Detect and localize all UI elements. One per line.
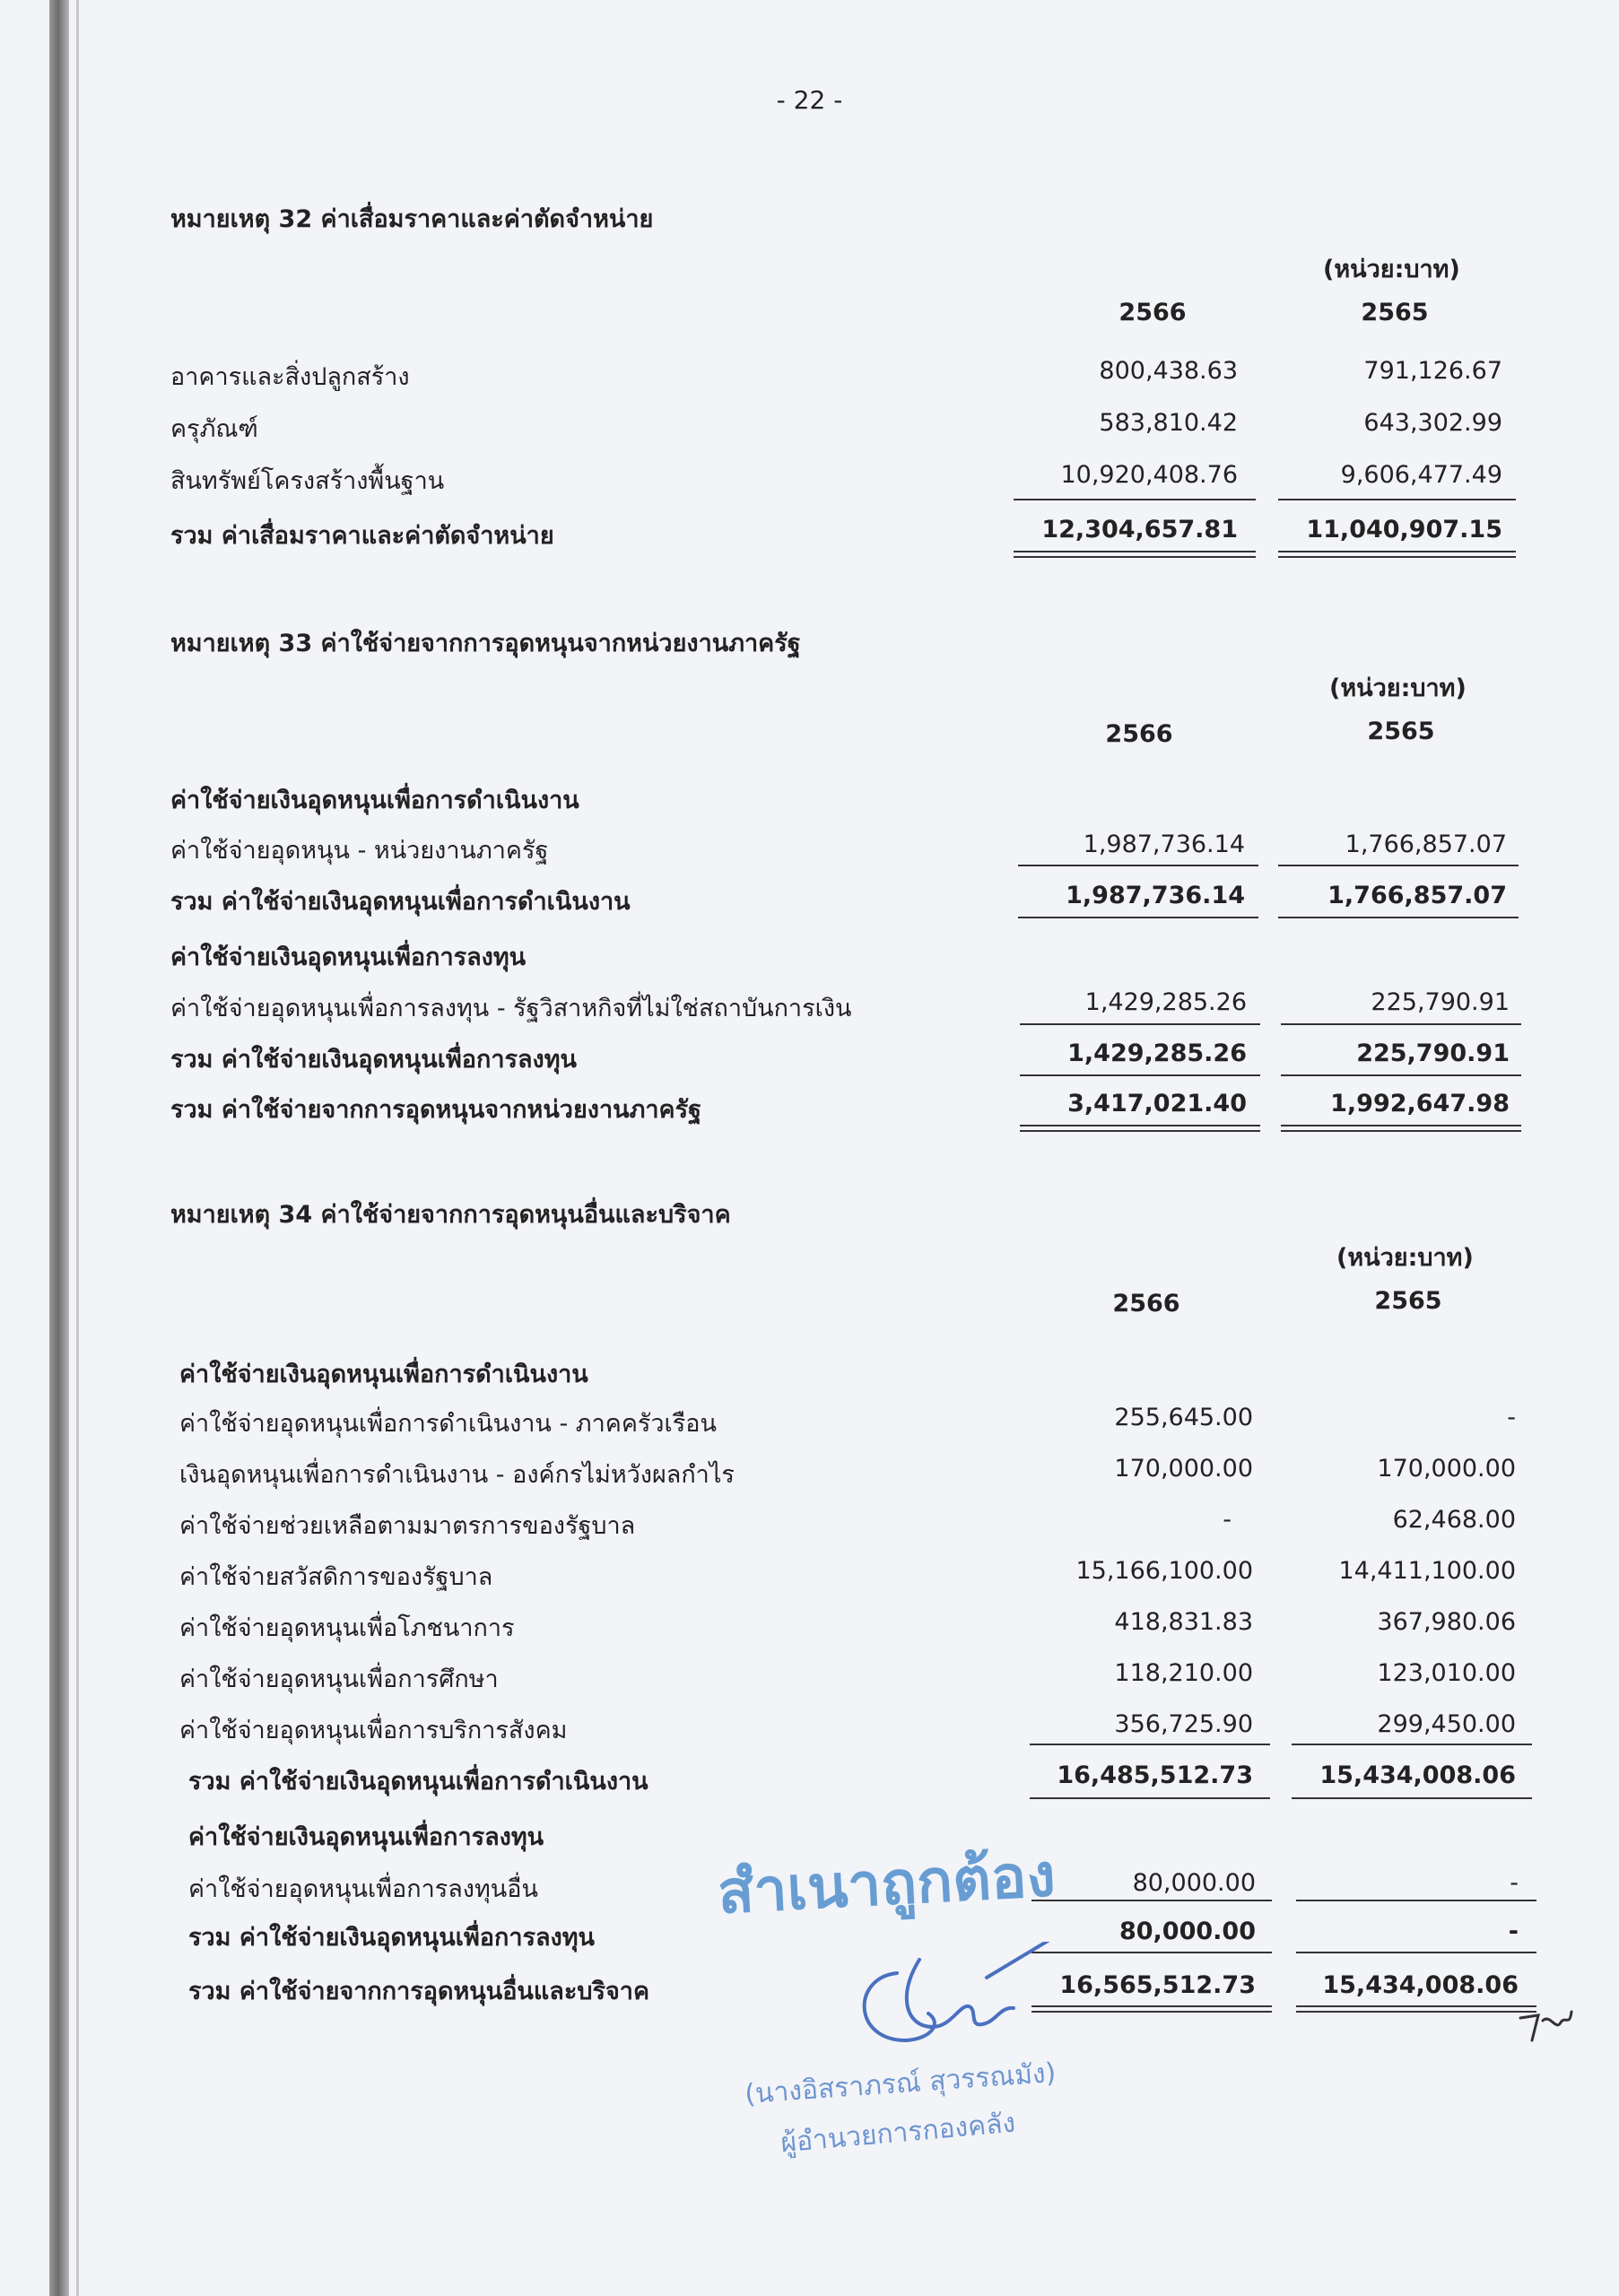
page-number: - 22 -	[776, 85, 843, 115]
subtotal-rule	[1292, 1744, 1532, 1745]
subtotal-rule	[1278, 917, 1519, 918]
subtotal-rule	[1281, 1074, 1521, 1076]
row-prior: 1,766,857.07	[1345, 831, 1507, 858]
row-prior: 299,450.00	[1377, 1710, 1516, 1738]
row-prior: 15,434,008.06	[1319, 1761, 1516, 1789]
subtotal-rule	[1020, 1074, 1260, 1076]
row-label: ค่าใช้จ่ายอุดหนุนเพื่อการบริการสังคม	[179, 1717, 568, 1744]
row-current: -	[1223, 1506, 1232, 1534]
note34-total-row	[0, 1964, 1619, 2009]
signer-name: (นางอิสราภรณ์ สุวรรณมัง)	[744, 2057, 1058, 2111]
note32-row	[0, 350, 1619, 395]
row-prior: 1,766,857.07	[1327, 882, 1507, 909]
row-prior: 14,411,100.00	[1338, 1557, 1516, 1585]
row-current: 255,645.00	[1114, 1404, 1253, 1431]
note34-row	[0, 1396, 1619, 1441]
row-current: 418,831.83	[1114, 1608, 1253, 1636]
note34-row	[0, 1652, 1619, 1697]
note34-year-current: 2566	[1112, 1290, 1180, 1318]
row-label: รวม ค่าใช้จ่ายเงินอุดหนุนเพื่อการดำเนินงาน	[170, 888, 631, 916]
signer-title: ผู้อำนวยการกองคลัง	[779, 2107, 1017, 2160]
row-label: ค่าใช้จ่ายอุดหนุนเพื่อการลงทุนอื่น	[188, 1875, 538, 1903]
note34-unit: (หน่วย:บาท)	[1336, 1244, 1474, 1272]
note32-row	[0, 454, 1619, 499]
row-prior: 62,468.00	[1392, 1506, 1516, 1534]
total-double-rule	[1031, 2005, 1272, 2013]
row-label: ค่าใช้จ่ายเงินอุดหนุนเพื่อการดำเนินงาน	[179, 1361, 588, 1388]
row-current: 1,429,285.26	[1084, 988, 1247, 1016]
subtotal-rule	[1030, 1744, 1270, 1745]
subtotal-rule	[1278, 499, 1516, 500]
row-current: 80,000.00	[1119, 1918, 1256, 1945]
note34-title: หมายเหตุ 34 ค่าใช้จ่ายจากการอุดหนุนอื่นและบริจาค	[170, 1201, 731, 1229]
subtotal-rule	[1031, 1952, 1272, 1953]
row-label: เงินอุดหนุนเพื่อการดำเนินงาน - องค์กรไม่หวังผลกำไร	[179, 1461, 735, 1489]
row-current: 16,485,512.73	[1057, 1761, 1253, 1789]
total-double-rule	[1020, 1125, 1260, 1132]
subtotal-rule	[1014, 499, 1256, 500]
note34-year-prior: 2565	[1374, 1287, 1442, 1315]
note34-section-heading	[0, 1347, 1619, 1392]
row-prior: 1,992,647.98	[1330, 1090, 1510, 1118]
initials-mark	[1516, 2005, 1579, 2049]
note34-row	[0, 1448, 1619, 1492]
row-current: 16,565,512.73	[1059, 1971, 1256, 1999]
row-label: อาคารและสิ่งปลูกสร้าง	[170, 363, 410, 391]
row-current: 3,417,021.40	[1067, 1090, 1247, 1118]
row-prior: -	[1507, 1404, 1516, 1431]
note33-subtotal-row	[0, 874, 1619, 919]
note34-row	[0, 1550, 1619, 1595]
row-label: ค่าใช้จ่ายอุดหนุน - หน่วยงานภาครัฐ	[170, 837, 549, 865]
row-current: 118,210.00	[1114, 1659, 1253, 1687]
note33-section-heading	[0, 930, 1619, 975]
total-double-rule	[1278, 551, 1516, 558]
row-label: ค่าใช้จ่ายอุดหนุนเพื่อโภชนาการ	[179, 1614, 515, 1642]
note32-year-current: 2566	[1119, 299, 1187, 326]
note33-year-current: 2566	[1105, 720, 1173, 748]
note34-row	[0, 1601, 1619, 1646]
note32-year-prior: 2565	[1361, 299, 1429, 326]
row-label: ค่าใช้จ่ายเงินอุดหนุนเพื่อการลงทุน	[170, 944, 527, 971]
row-current: 1,987,736.14	[1066, 882, 1245, 909]
row-current: 800,438.63	[1099, 357, 1238, 385]
subtotal-rule	[1031, 1900, 1272, 1901]
signature-scribble	[834, 1942, 1067, 2058]
row-current: 356,725.90	[1114, 1710, 1253, 1738]
row-label: รวม ค่าเสื่อมราคาและค่าตัดจำหน่าย	[170, 522, 554, 550]
row-label: รวม ค่าใช้จ่ายจากการอุดหนุนจากหน่วยงานภาครัฐ	[170, 1096, 701, 1124]
row-label: ค่าใช้จ่ายสวัสดิการของรัฐบาล	[179, 1563, 493, 1591]
row-prior: 791,126.67	[1363, 357, 1502, 385]
row-label: รวม ค่าใช้จ่ายจากการอุดหนุนอื่นและบริจาค	[188, 1978, 650, 2005]
row-current: 170,000.00	[1114, 1455, 1253, 1483]
row-label: ค่าใช้จ่ายช่วยเหลือตามมาตรการของรัฐบาล	[179, 1512, 636, 1540]
row-current: 1,429,285.26	[1067, 1039, 1247, 1067]
row-prior: -	[1508, 1918, 1519, 1945]
subtotal-rule	[1281, 1023, 1521, 1025]
row-prior: 225,790.91	[1371, 988, 1510, 1016]
row-label: ค่าใช้จ่ายอุดหนุนเพื่อการดำเนินงาน - ภาคครัวเรือน	[179, 1410, 717, 1438]
row-label: สินทรัพย์โครงสร้างพื้นฐาน	[170, 467, 445, 495]
row-prior: 643,302.99	[1363, 409, 1502, 437]
note34-row	[0, 1703, 1619, 1748]
row-label: ค่าใช้จ่ายเงินอุดหนุนเพื่อการลงทุน	[188, 1823, 544, 1851]
row-current: 80,000.00	[1132, 1869, 1256, 1897]
total-double-rule	[1296, 2005, 1536, 2013]
row-current: 10,920,408.76	[1060, 461, 1238, 489]
row-label: ครุภัณฑ์	[170, 415, 258, 443]
subtotal-rule	[1018, 917, 1258, 918]
note32-total-row	[0, 509, 1619, 553]
row-prior: -	[1510, 1869, 1519, 1897]
subtotal-rule	[1030, 1797, 1270, 1799]
note33-section-heading	[0, 773, 1619, 818]
row-current: 1,987,736.14	[1083, 831, 1245, 858]
note32-unit: (หน่วย:บาท)	[1323, 256, 1460, 283]
note32-title: หมายเหตุ 32 ค่าเสื่อมราคาและค่าตัดจำหน่าย	[170, 205, 654, 233]
row-prior: 15,434,008.06	[1322, 1971, 1519, 1999]
row-prior: 225,790.91	[1356, 1039, 1510, 1067]
subtotal-rule	[1020, 1023, 1260, 1025]
note33-title: หมายเหตุ 33 ค่าใช้จ่ายจากการอุดหนุนจากหน่วยงานภาครัฐ	[170, 630, 801, 657]
subtotal-rule	[1278, 865, 1519, 866]
subtotal-rule	[1018, 865, 1258, 866]
row-prior: 170,000.00	[1377, 1455, 1516, 1483]
note33-subtotal-row	[0, 1032, 1619, 1077]
note32-row	[0, 402, 1619, 447]
row-prior: 123,010.00	[1377, 1659, 1516, 1687]
row-prior: 367,980.06	[1377, 1608, 1516, 1636]
row-label: ค่าใช้จ่ายอุดหนุนเพื่อการลงทุน - รัฐวิสาหกิจที่ไม่ใช่สถาบันการเงิน	[170, 995, 852, 1022]
row-current: 12,304,657.81	[1041, 516, 1238, 544]
subtotal-rule	[1296, 1900, 1536, 1901]
note33-row	[0, 981, 1619, 1026]
row-label: ค่าใช้จ่ายเงินอุดหนุนเพื่อการดำเนินงาน	[170, 787, 579, 814]
subtotal-rule	[1292, 1797, 1532, 1799]
note33-unit: (หน่วย:บาท)	[1329, 674, 1467, 702]
total-double-rule	[1014, 551, 1256, 558]
certified-copy-stamp: สำเนาถูกต้อง	[716, 1840, 1058, 1927]
note34-subtotal-row	[0, 1754, 1619, 1799]
row-label: รวม ค่าใช้จ่ายเงินอุดหนุนเพื่อการลงทุน	[170, 1046, 577, 1074]
row-prior: 11,040,907.15	[1306, 516, 1502, 544]
row-prior: 9,606,477.49	[1340, 461, 1502, 489]
note33-total-row	[0, 1083, 1619, 1127]
row-current: 15,166,100.00	[1075, 1557, 1253, 1585]
note34-row	[0, 1499, 1619, 1544]
row-current: 583,810.42	[1099, 409, 1238, 437]
row-label: ค่าใช้จ่ายอุดหนุนเพื่อการศึกษา	[179, 1665, 499, 1693]
row-label: รวม ค่าใช้จ่ายเงินอุดหนุนเพื่อการลงทุน	[188, 1924, 595, 1952]
subtotal-rule	[1296, 1952, 1536, 1953]
note33-year-prior: 2565	[1367, 718, 1435, 745]
total-double-rule	[1281, 1125, 1521, 1132]
row-label: รวม ค่าใช้จ่ายเงินอุดหนุนเพื่อการดำเนินงาน	[188, 1768, 648, 1796]
note33-row	[0, 823, 1619, 868]
